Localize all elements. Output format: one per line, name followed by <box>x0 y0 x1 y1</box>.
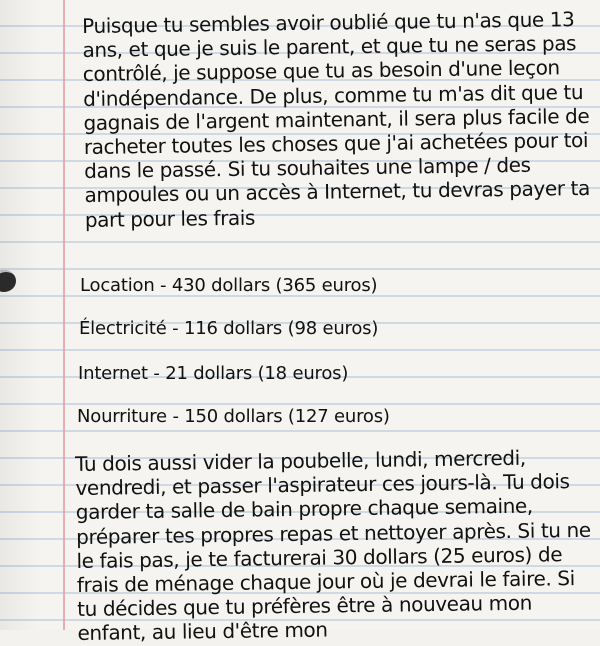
expense-rent: Location - 430 dollars (365 euros) <box>80 275 378 296</box>
note-paragraph-2: Tu dois aussi vider la poubelle, lundi, mercredi, vendredi, et passer l'aspirateur ces jours-là. Tu dois garder ta salle de bain propre chaque semaine, préparer tes propres repas et nettoyer après. Si tu ne le fais pas, je te facturerai 30 dollars (25 euros) de frais de ménage chaque jour où je devrai le faire. Si tu décides que tu préfères être à nouveau mon enfant, au lieu d'être mon <box>75 445 591 646</box>
expense-internet: Internet - 21 dollars (18 euros) <box>78 363 349 384</box>
note-paragraph-1: Puisque tu sembles avoir oublié que tu n'as que 13 ans, et que je suis le parent, et que tu ne seras pas contrôlé, je suppose que tu as besoin d'une leçon d'indépendance. De plus, comme tu m'as dit que tu gagnais de l'argent maintenant, il sera plus facile de racheter toutes les choses que j'ai achetées pour toi dans le passé. Si tu souhaites une lampe / des ampoules ou un accès à Internet, tu devras payer ta part pour les frais <box>82 7 591 232</box>
expense-electricity: Électricité - 116 dollars (98 euros) <box>79 318 379 339</box>
expense-food: Nourriture - 150 dollars (127 euros) <box>77 406 390 427</box>
